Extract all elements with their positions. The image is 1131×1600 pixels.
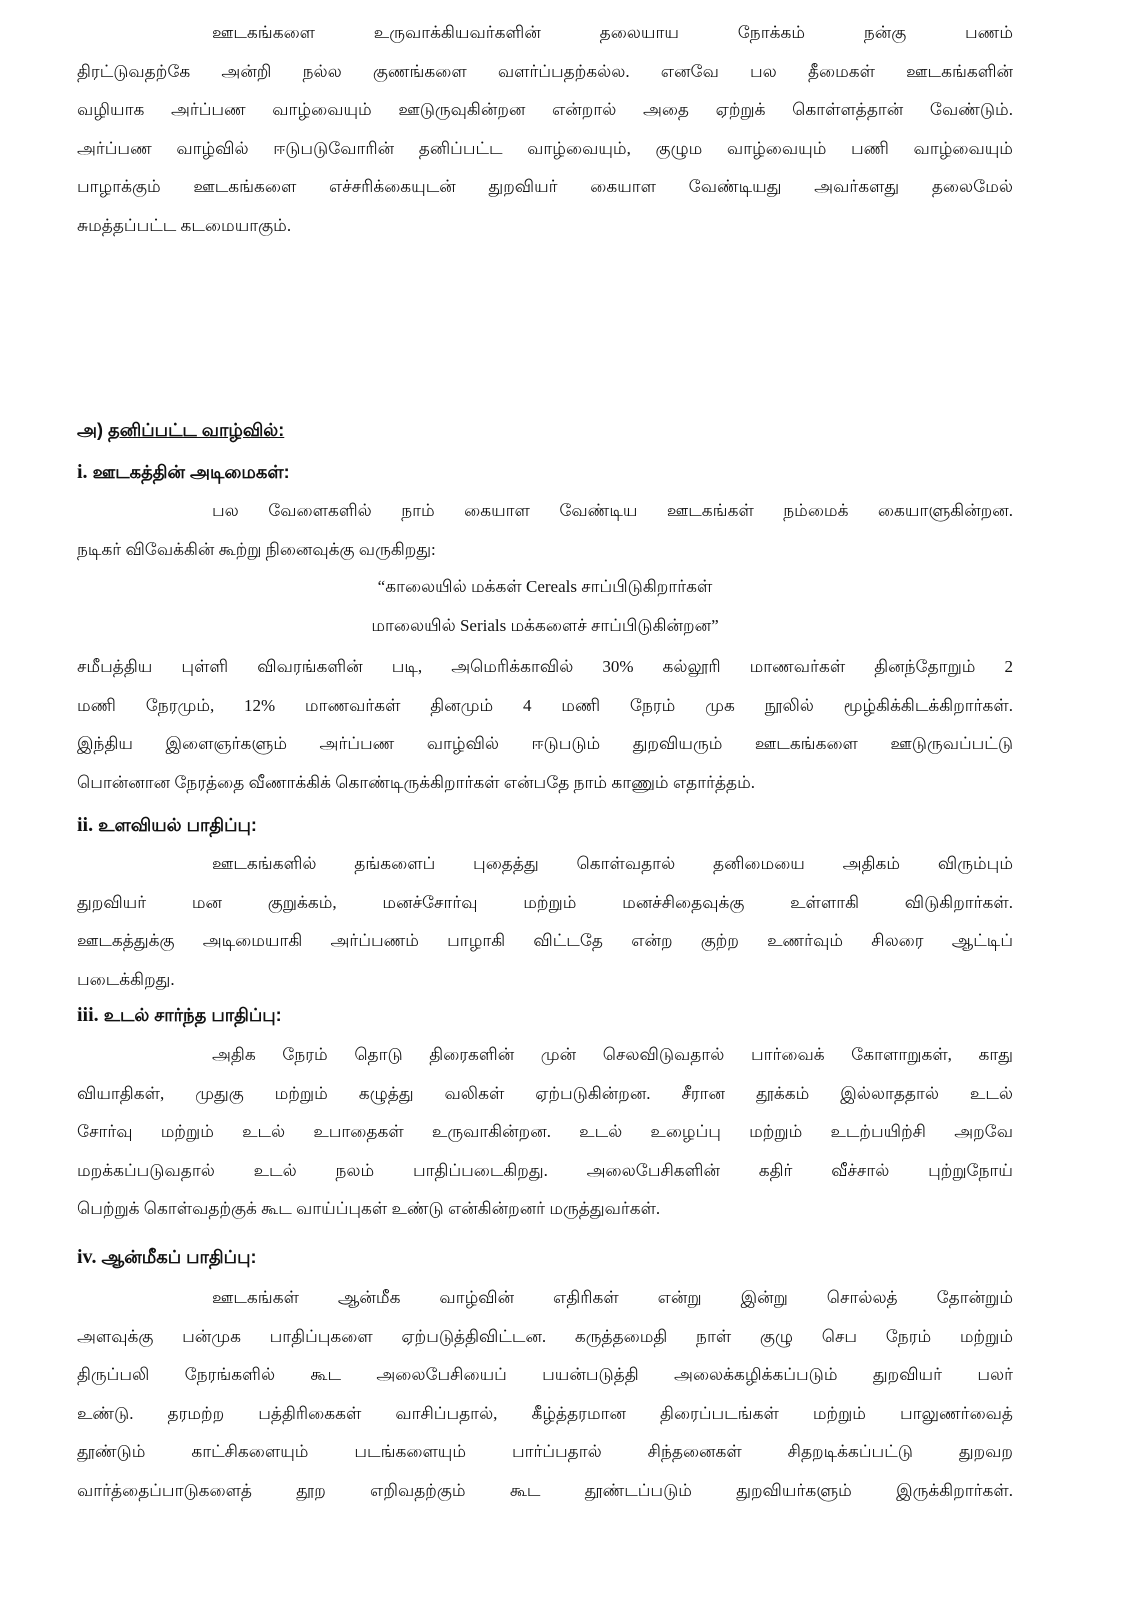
text-line: பொன்னான நேரத்தை வீணாக்கிக் கொண்டிருக்கிறார்கள் என்பதே நாம் காணும் எதார்த்தம். (77, 772, 756, 792)
text-line: திருப்பலி நேரங்களில் கூட அலைபேசியைப் பயன்படுத்தி அலைக்கழிக்கப்படும் துறவியர் பலர் (77, 1365, 1013, 1384)
subheading-numeral: iii. (77, 1004, 99, 1026)
text-line: தூண்டும் காட்சிகளையும் படங்களையும் பார்ப்பதால் சிந்தனைகள் சிதறடிக்கப்பட்டு துறவற (77, 1442, 1013, 1461)
section-title: தனிப்பட்ட வாழ்வில்: (108, 420, 285, 440)
paragraph-ii (77, 845, 1013, 999)
text-line: சுமத்தப்பட்ட கடமையாகும். (77, 215, 292, 235)
text-line: பெற்றுக் கொள்வதற்குக் கூட வாய்ப்புகள் உண்டு என்கின்றனர் மருத்துவர்கள். (77, 1199, 661, 1218)
text-line: ஊடகத்துக்கு அடிமையாகி அர்ப்பணம் பாழாகி விட்டதே என்ற குற்ற உணர்வும் சிலரை ஆட்டிப் (77, 931, 1013, 950)
text-line: வியாதிகள், முதுகு மற்றும் கழுத்து வலிகள் ஏற்படுகின்றன. சீரான தூக்கம் இல்லாததால் உடல் (77, 1083, 1013, 1103)
text-line: இந்திய இளைஞர்களும் அர்ப்பண வாழ்வில் ஈடுபடும் துறவியரும் ஊடகங்களை ஊடுருவப்பட்டு (77, 734, 1013, 753)
text-line: வார்த்தைப்பாடுகளைத் தூற எறிவதற்கும் கூட தூண்டப்படும் துறவியர்களும் இருக்கிறார்கள். (77, 1480, 1013, 1500)
text-line: துறவியர் மன குறுக்கம், மனச்சோர்வு மற்றும் மனச்சிதைவுக்கு உள்ளாகி விடுகிறார்கள். (77, 892, 1013, 912)
paragraph-iii (77, 1036, 1013, 1229)
text-line: படைக்கிறது. (77, 969, 175, 989)
quote-line: மாலையில் Serials மக்களைச் சாப்பிடுகின்றன” (371, 615, 719, 635)
text-line: நடிகர் விவேக்கின் கூற்று நினைவுக்கு வருகிறது: (77, 539, 436, 559)
text-line: அர்ப்பண வாழ்வில் ஈடுபடுவோரின் தனிப்பட்ட வாழ்வையும், குழும வாழ்வையும் பணி வாழ்வையும் (77, 138, 1013, 158)
text-line: அளவுக்கு பன்முக பாதிப்புகளை ஏற்படுத்திவிட்டன. கருத்தமைதி நாள் குழு செப நேரம் மற்றும் (77, 1326, 1013, 1346)
text-line: வழியாக அர்ப்பண வாழ்வையும் ஊடுருவுகின்றன என்றால் அதை ஏற்றுக் கொள்ளத்தான் வேண்டும். (77, 100, 1013, 119)
subheading-title: ஊடகத்தின் அடிமைகள்: (92, 462, 290, 482)
quote-line: “காலையில் மக்கள் Cereals சாப்பிடுகிறார்கள் (377, 577, 713, 596)
text-line: மணி நேரமும், 12% மாணவர்கள் தினமும் 4 மணி நேரம் முக நூலில் மூழ்கிக்கிடக்கிறார்கள். (77, 695, 1013, 715)
text-line: திரட்டுவதற்கே அன்றி நல்ல குணங்களை வளர்ப்பதற்கல்ல. எனவே பல தீமைகள் ஊடகங்களின் (77, 61, 1013, 81)
paragraph-iv (77, 1279, 1013, 1510)
intro-paragraph (77, 14, 1013, 245)
quote-block (77, 568, 1013, 645)
subheading-title: உடல் சார்ந்த பாதிப்பு: (103, 1005, 282, 1025)
subheading-i (77, 461, 290, 485)
text-line: சோர்வு மற்றும் உடல் உபாதைகள் உருவாகின்றன. உடல் உழைப்பு மற்றும் உடற்பயிற்சி அறவே (77, 1122, 1013, 1141)
text-line: ஊடகங்களில் தங்களைப் புதைத்து கொள்வதால் தனிமையை அதிகம் விரும்பும் (212, 854, 1013, 873)
text-line: உண்டு. தரமற்ற பத்திரிகைகள் வாசிப்பதால், கீழ்த்தரமான திரைப்படங்கள் மற்றும் பாலுணர்வைத் (77, 1403, 1013, 1423)
subheading-numeral: i. (77, 461, 88, 483)
text-line: பாழாக்கும் ஊடகங்களை எச்சரிக்கையுடன் துறவியர் கையாள வேண்டியது அவர்களது தலைமேல் (77, 177, 1013, 196)
text-line: மறக்கப்படுவதால் உடல் நலம் பாதிப்படைகிறது. அலைபேசிகளின் கதிர் வீச்சால் புற்றுநோய் (77, 1160, 1013, 1180)
text-line: ஊடகங்களை உருவாக்கியவர்களின் தலையாய நோக்கம் நன்கு பணம் (212, 23, 1013, 42)
text-line: ஊடகங்கள் ஆன்மீக வாழ்வின் எதிரிகள் என்று இன்று சொல்லத் தோன்றும் (212, 1288, 1013, 1307)
subheading-ii (77, 814, 257, 838)
subheading-iii (77, 1004, 282, 1028)
subheading-title: ஆன்மீகப் பாதிப்பு: (101, 1247, 257, 1267)
text-line: பல வேளைகளில் நாம் கையாள வேண்டிய ஊடகங்கள் நம்மைக் கையாளுகின்றன. (212, 501, 1013, 520)
subheading-title: உளவியல் பாதிப்பு: (98, 815, 257, 835)
paragraph-i-stats (77, 648, 1013, 802)
section-marker: அ) (77, 420, 103, 440)
text-line: சமீபத்திய புள்ளி விவரங்களின் படி, அமெரிக்காவில் 30% கல்லூரி மாணவர்கள் தினந்தோறும் 2 (77, 657, 1013, 676)
section-heading-a (77, 420, 284, 443)
subheading-numeral: ii. (77, 814, 94, 836)
subheading-numeral: iv. (77, 1246, 97, 1268)
subheading-iv (77, 1246, 256, 1270)
paragraph-i-intro (77, 492, 1013, 569)
text-line: அதிக நேரம் தொடு திரைகளின் முன் செலவிடுவதால் பார்வைக் கோளாறுகள், காது (212, 1045, 1013, 1064)
